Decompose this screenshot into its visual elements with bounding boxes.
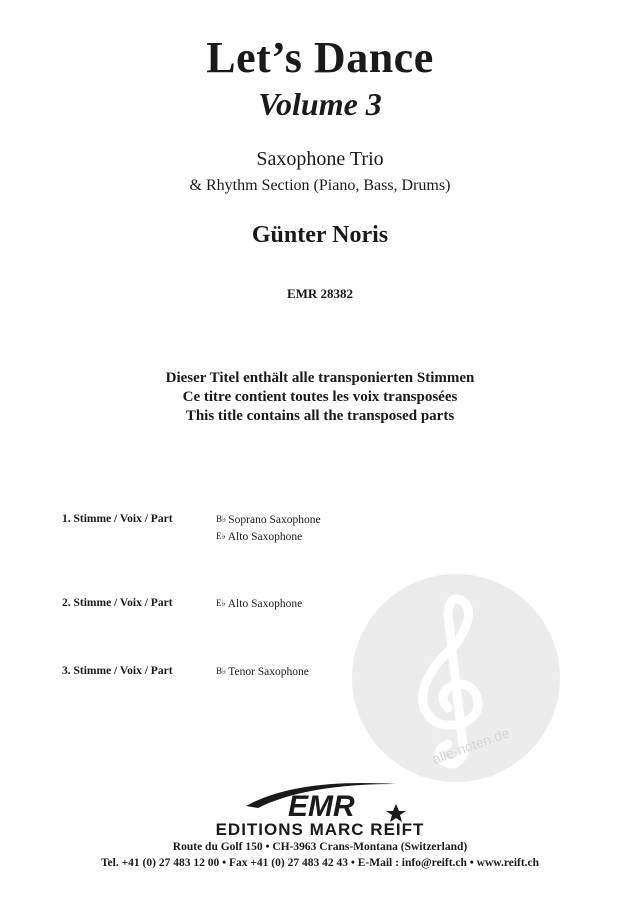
subtitle: Saxophone Trio	[256, 148, 384, 170]
composer: Günter Noris	[251, 222, 389, 248]
emr-logo	[236, 776, 416, 824]
notice-fr: Ce titre contient toutes les voix transposées	[182, 389, 458, 405]
watermark-text: alle-noten.de	[430, 724, 512, 768]
publisher-name: EDITIONS MARC REIFT	[215, 820, 425, 839]
title: Let’s Dance	[206, 33, 434, 82]
transposed-notice	[0, 369, 640, 426]
notice-en: This title contains all the transposed parts	[185, 408, 455, 424]
volume: Volume 3	[258, 86, 382, 122]
publisher-address: Route du Golf 150 • CH-3963 Crans-Montana (Switzerland)	[172, 841, 468, 853]
part-3-instruments	[216, 664, 309, 681]
subtitle-rhythm: & Rhythm Section (Piano, Bass, Drums)	[189, 177, 451, 194]
part-1-instrument-1: B♭ Soprano Saxophone	[216, 514, 321, 526]
part-2-label: 2. Stimme / Voix / Part	[62, 597, 173, 609]
part-1-instrument-2: E♭ Alto Saxophone	[216, 531, 303, 543]
part-2-instruments	[216, 596, 302, 613]
part-3-label: 3. Stimme / Voix / Part	[62, 665, 173, 677]
catalog-number: EMR 28382	[286, 286, 354, 301]
part-2-instrument-1: E♭ Alto Saxophone	[216, 598, 303, 610]
svg-text:EMR: EMR	[288, 790, 355, 823]
publisher-contact: Tel. +41 (0) 27 483 12 00 • Fax +41 (0) 27 483 42 43 • E-Mail : info@reift.ch • www.reift.ch	[100, 857, 540, 869]
notice-de: Dieser Titel enthält alle transponierten Stimmen	[165, 370, 475, 386]
part-3-instrument-1: B♭ Tenor Saxophone	[216, 666, 309, 678]
part-1-label: 1. Stimme / Voix / Part	[62, 513, 173, 525]
part-1-instruments	[216, 512, 321, 546]
